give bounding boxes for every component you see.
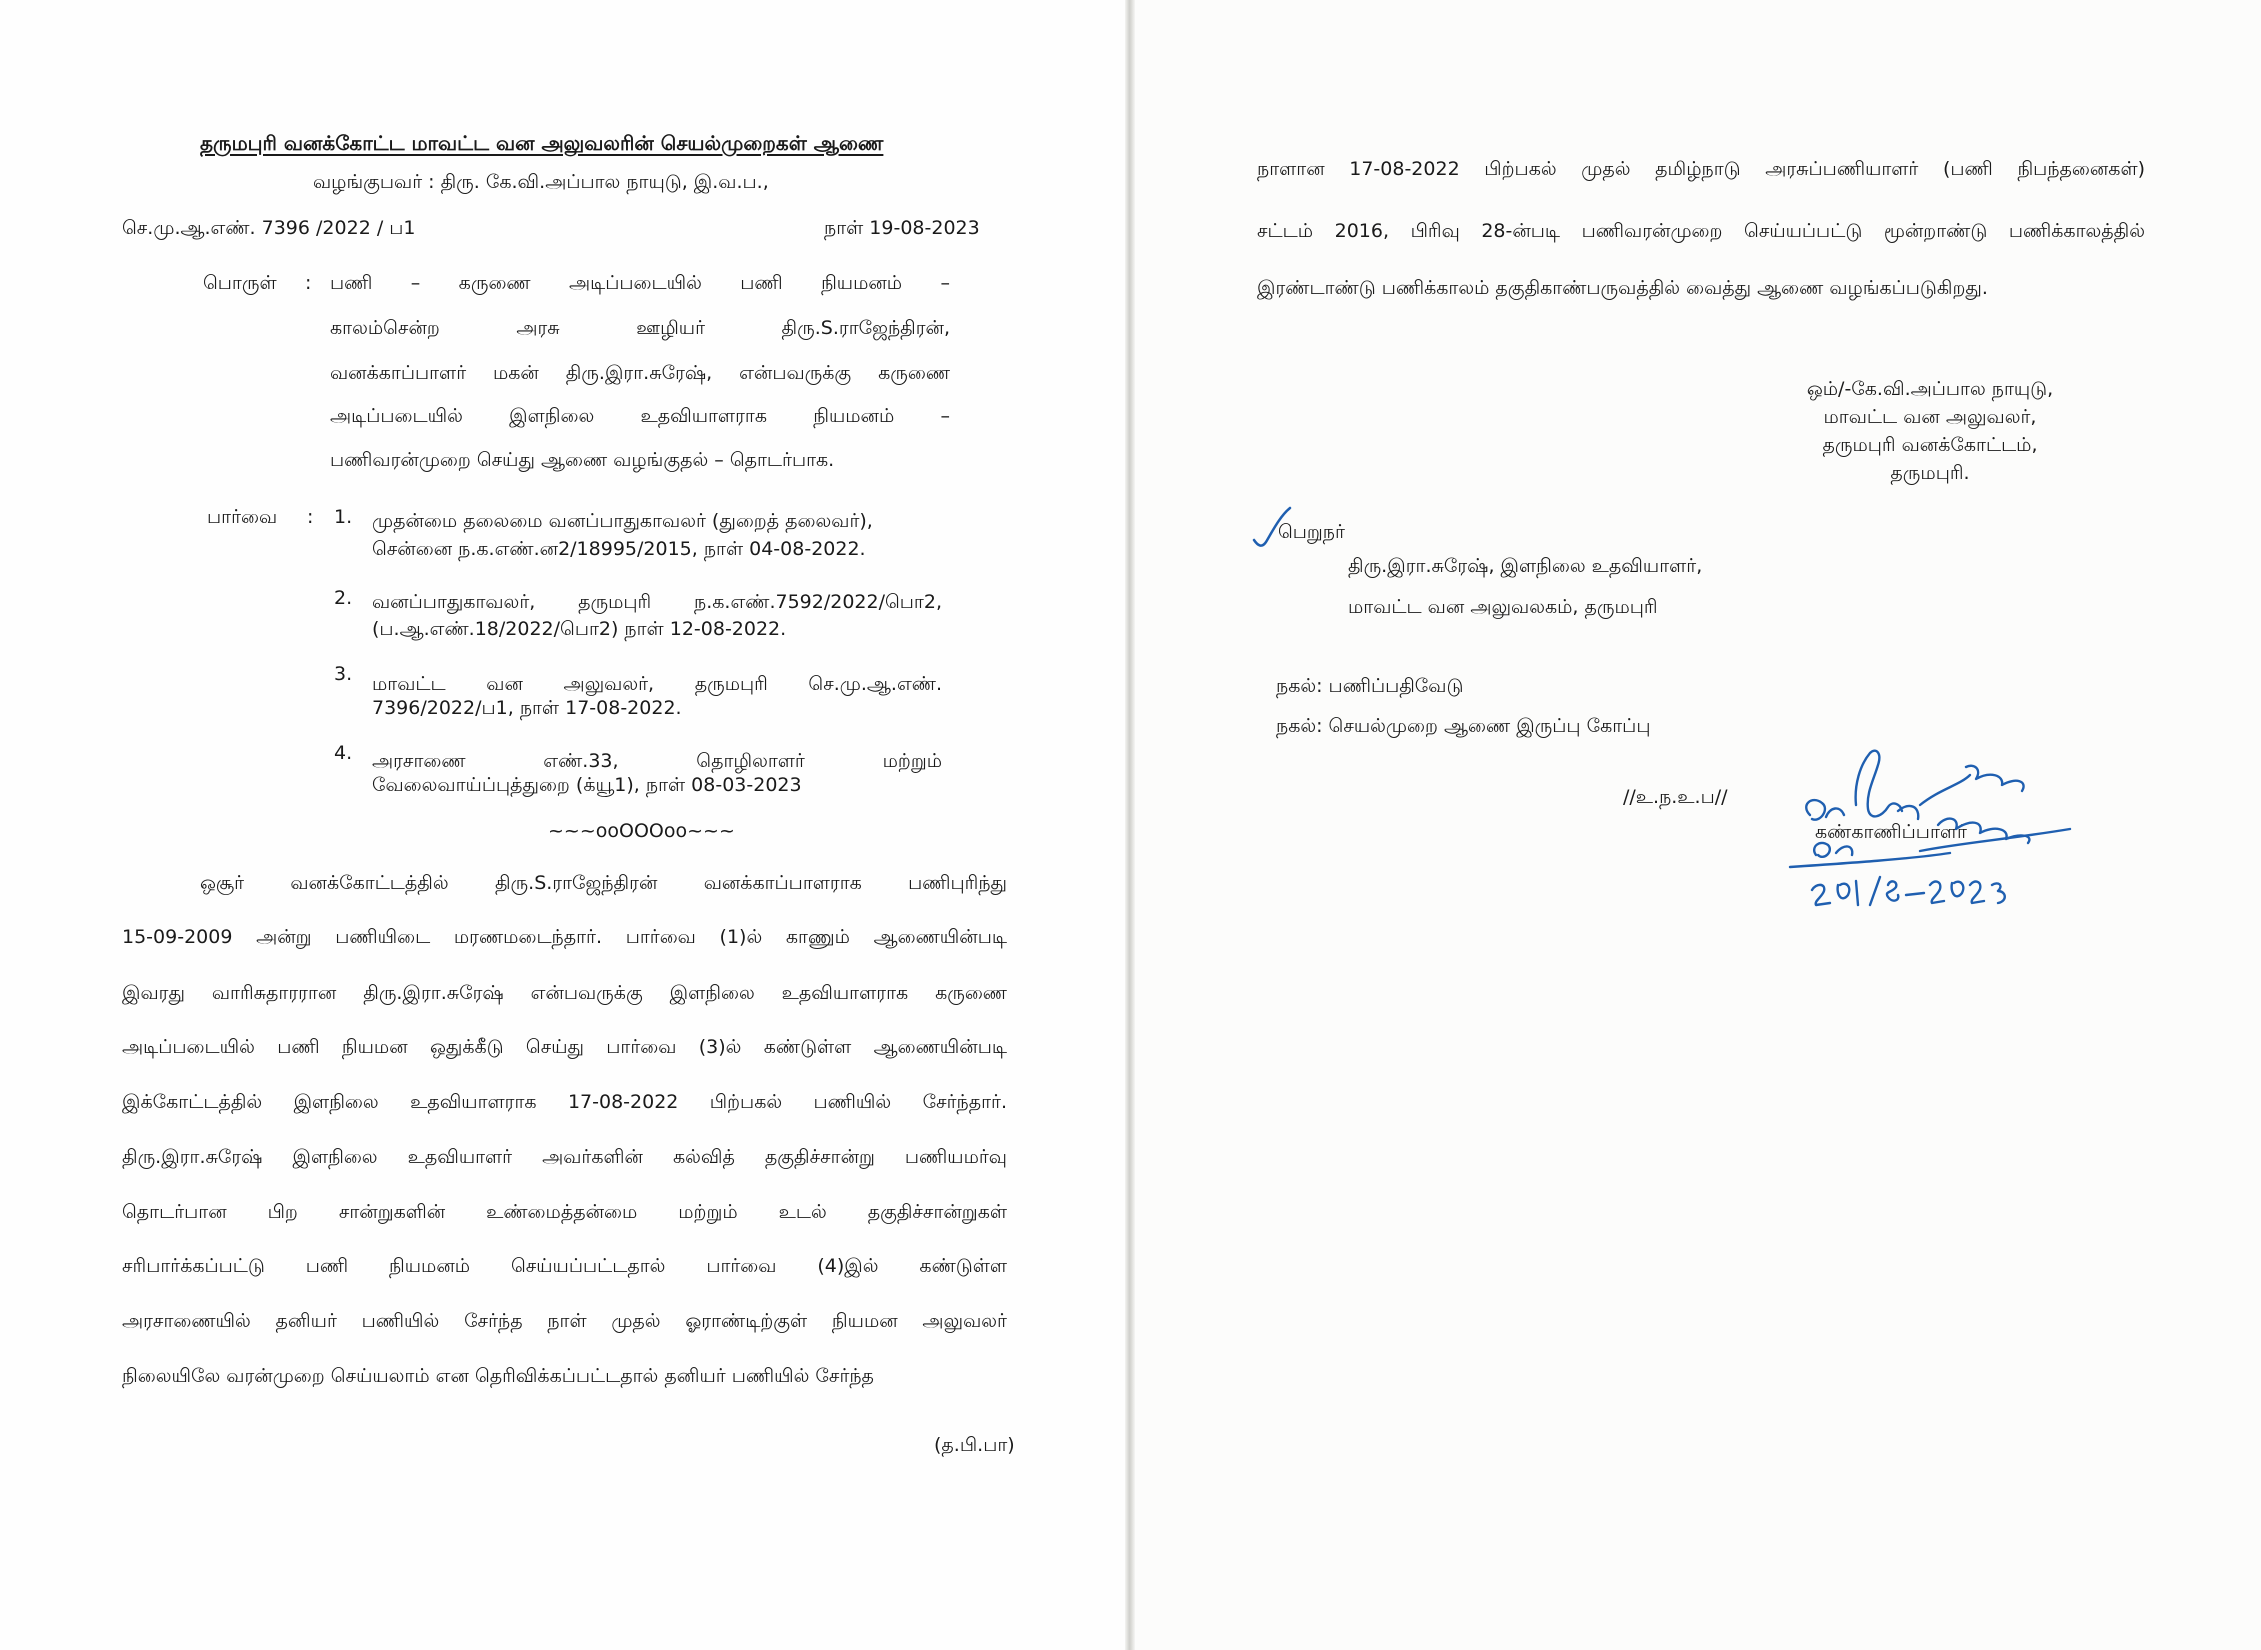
body-line: நிலையிலே வரன்முறை செய்யலாம் என தெரிவிக்கப்பட்டதால் தனியர் பணியில் சேர்ந்த (122, 1365, 874, 1387)
reference-line: சென்னை ந.க.எண்.ன2/18995/2015, நாள் 04-08-2022. (372, 538, 866, 560)
reference-line: மாவட்ட வன அலுவலர், தருமபுரி செ.மு.ஆ.எண். (372, 673, 942, 695)
recipient-line: மாவட்ட வன அலுவலகம், தருமபுரி (1348, 596, 1658, 618)
subject-line: பணிவரன்முறை செய்து ஆணை வழங்குதல் – தொடர்பாக. (330, 449, 835, 471)
subject-line: வனக்காப்பாளர் மகன் திரு.இரா.சுரேஷ், என்பவருக்கு கருணை (330, 362, 950, 384)
recipient-line: திரு.இரா.சுரேஷ், இளநிலை உதவியாளர், (1348, 555, 1703, 577)
order-date: நாள் 19-08-2023 (824, 217, 980, 239)
recipient-label: பெறுநர் (1278, 521, 1345, 543)
right-page (1135, 0, 2261, 1650)
reference-number: செ.மு.ஆ.எண். 7396 /2022 / ப1 (122, 217, 416, 239)
issued-by: வழங்குபவர் : திரு. கே.வி.அப்பால நாயுடு, இ.வ.ப., (313, 171, 769, 193)
body-line: இரண்டாண்டு பணிக்காலம் தகுதிகாண்பருவத்தில் வைத்து ஆணை வழங்கப்படுகிறது. (1257, 277, 1988, 299)
body-line: சரிபார்க்கப்பட்டு பணி நியமனம் செய்யப்பட்டதால் பார்வை (4)இல் கண்டுள்ள (122, 1255, 1007, 1277)
signatory-designation: மாவட்ட வன அலுவலர், (1823, 406, 2037, 428)
copy-line: நகல்: செயல்முறை ஆணை இருப்பு கோப்பு (1276, 715, 1651, 737)
body-line: இவரது வாரிசுதாரரான திரு.இரா.சுரேஷ் என்பவருக்கு இளநிலை உதவியாளராக கருணை (122, 982, 1007, 1004)
subject-label: பொருள் (203, 272, 277, 294)
body-line: தொடர்பான பிற சான்றுகளின் உண்மைத்தன்மை மற்றும் உடல் தகுதிச்சான்றுகள் (122, 1201, 1007, 1223)
body-line: அடிப்படையில் பணி நியமன ஒதுக்கீடு செய்து பார்வை (3)ல் கண்டுள்ள ஆணையின்படி (122, 1036, 1007, 1058)
reference-line: முதன்மை தலைமை வனப்பாதுகாவலர் (துறைத் தலைவர்), (372, 510, 873, 532)
body-line: ஒசூர் வனக்கோட்டத்தில் திரு.S.ராஜேந்திரன் வனக்காப்பாளராக பணிபுரிந்து (200, 872, 1007, 894)
signatory-place: தருமபுரி. (1890, 462, 1970, 484)
recipient-checkmark-icon (1250, 502, 1310, 552)
attestation-mark: //உ.ந.உ.ப// (1623, 786, 1728, 808)
left-page (0, 0, 1125, 1650)
body-line: 15-09-2009 அன்று பணியிடை மரணமடைந்தார். பார்வை (1)ல் காணும் ஆணையின்படி (122, 926, 1007, 948)
body-line: நாளான 17-08-2022 பிற்பகல் முதல் தமிழ்நாடு அரசுப்பணியாளர் (பணி நிபந்தனைகள்) (1257, 158, 2145, 180)
supervisor-label: கண்காணிப்பாளர் (1815, 821, 1967, 843)
body-line: திரு.இரா.சுரேஷ் இளநிலை உதவியாளர் அவர்களின் கல்வித் தகுதிச்சான்று பணியமர்வு (122, 1146, 1007, 1168)
signatory-name: ஒம்/-கே.வி.அப்பால நாயுடு, (1806, 378, 2054, 400)
reference-line: அரசாணை எண்.33, தொழிலாளர் மற்றும் (372, 750, 942, 772)
reference-line: வனப்பாதுகாவலர், தருமபுரி ந.க.எண்.7592/2022/பொ2, (372, 591, 942, 613)
body-line: இக்கோட்டத்தில் இளநிலை உதவியாளராக 17-08-2022 பிற்பகல் பணியில் சேர்ந்தார். (122, 1091, 1007, 1113)
reference-label: பார்வை (207, 506, 278, 528)
subject-line: பணி – கருணை அடிப்படையில் பணி நியமனம் – (330, 272, 950, 294)
reference-number-label: 1. (334, 506, 353, 528)
reference-colon: : (307, 506, 314, 528)
signature-block (1780, 375, 2080, 487)
body-line: அரசாணையில் தனியர் பணியில் சேர்ந்த நாள் முதல் ஓராண்டிற்குள் நியமன அலுவலர் (122, 1310, 1007, 1332)
subject-line: காலம்சென்ற அரசு ஊழியர் திரு.S.ராஜேந்திரன், (330, 317, 950, 339)
signatory-office: தருமபுரி வனக்கோட்டம், (1822, 434, 2038, 456)
reference-number-label: 3. (334, 663, 353, 685)
please-turn-over: (த.பி.பா) (934, 1434, 1015, 1456)
reference-line: 7396/2022/ப1, நாள் 17-08-2022. (372, 697, 682, 719)
order-title: தருமபுரி வனக்கோட்ட மாவட்ட வன அலுவலரின் செயல்முறைகள் ஆணை (200, 131, 884, 155)
reference-number-label: 2. (334, 587, 353, 609)
reference-number-label: 4. (334, 742, 353, 764)
copy-line: நகல்: பணிப்பதிவேடு (1276, 675, 1464, 697)
subject-colon: : (305, 272, 312, 294)
handwritten-signature-icon (1770, 745, 2090, 935)
section-divider: ~~~ooOOOoo~~~ (548, 820, 735, 842)
subject-line: அடிப்படையில் இளநிலை உதவியாளராக நியமனம் – (330, 405, 950, 427)
page-gutter (1125, 0, 1135, 1650)
reference-line: (ப.ஆ.எண்.18/2022/பொ2) நாள் 12-08-2022. (372, 618, 787, 640)
reference-line: வேலைவாய்ப்புத்துறை (க்யூ1), நாள் 08-03-2023 (372, 774, 802, 796)
body-line: சட்டம் 2016, பிரிவு 28-ன்படி பணிவரன்முறை செய்யப்பட்டு மூன்றாண்டு பணிக்காலத்தில் (1257, 220, 2145, 242)
